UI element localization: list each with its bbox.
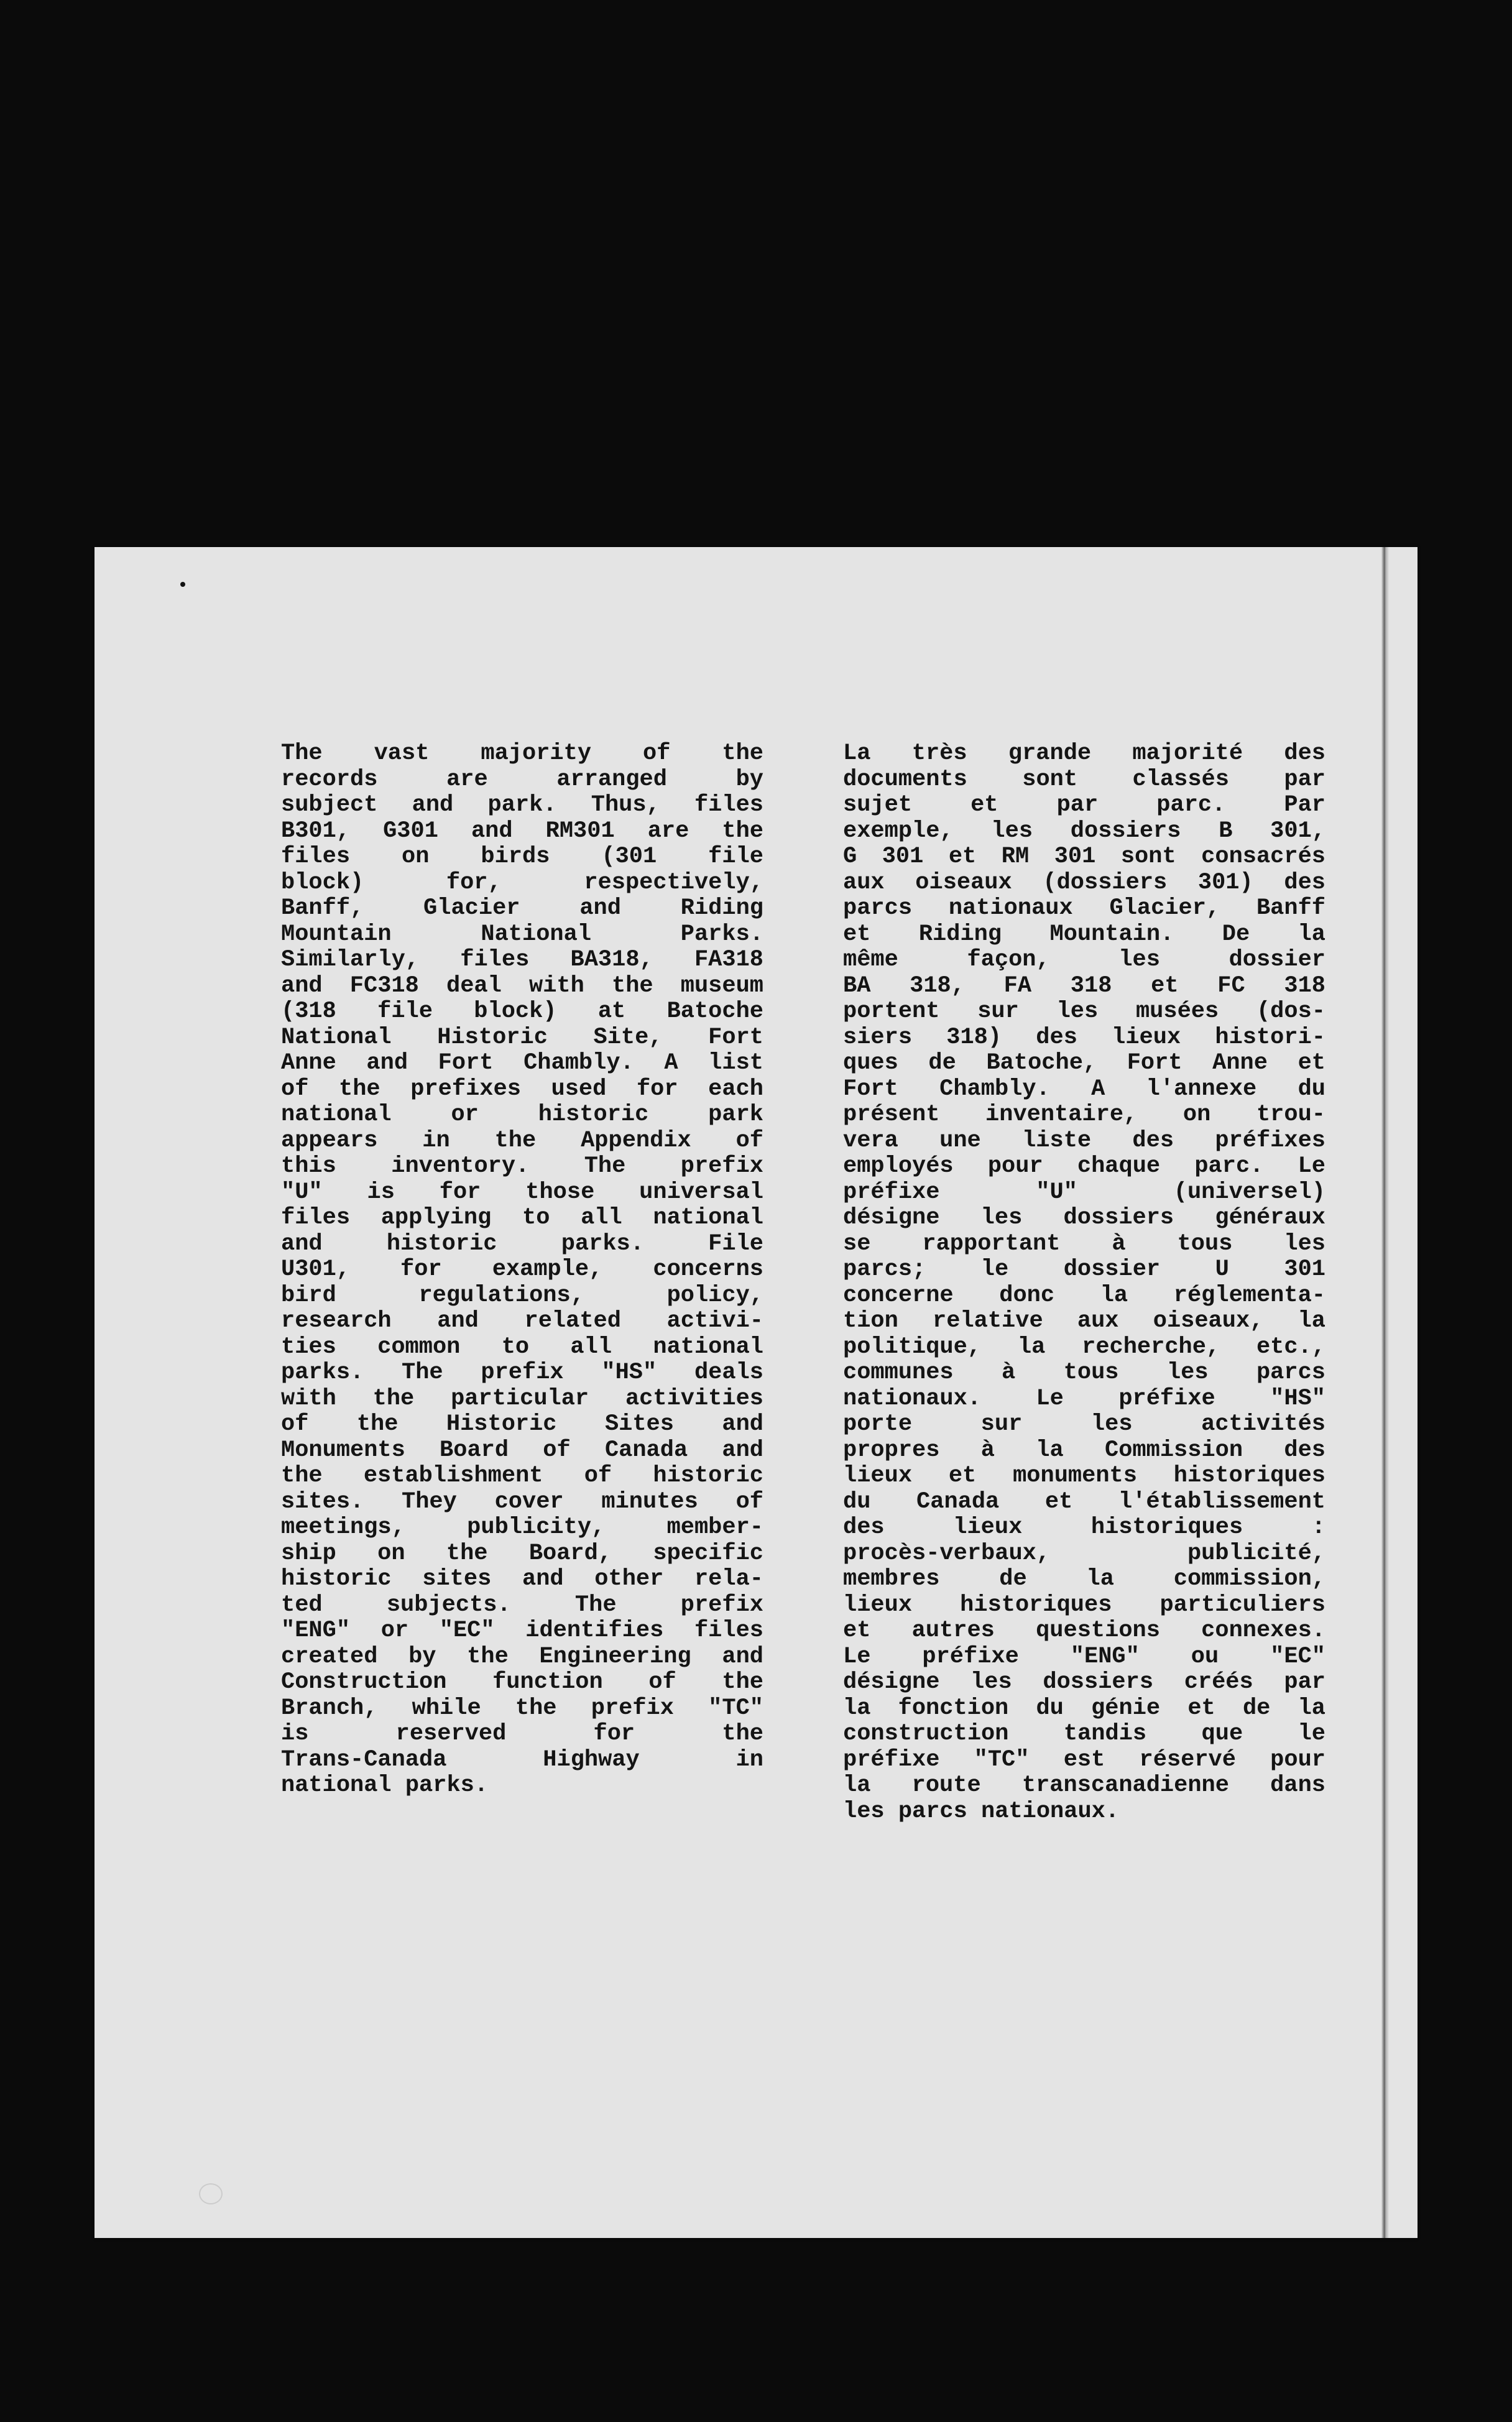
text-line: ship on the Board, specific bbox=[281, 1540, 763, 1567]
text-line: appears in the Appendix of bbox=[281, 1128, 763, 1154]
text-line: Mountain National Parks. bbox=[281, 921, 763, 947]
text-line: records are arranged by bbox=[281, 767, 763, 793]
text-line: désigne les dossiers généraux bbox=[843, 1205, 1325, 1231]
text-line: documents sont classés par bbox=[843, 767, 1325, 793]
text-line: created by the Engineering and bbox=[281, 1644, 763, 1670]
text-line: La très grande majorité des bbox=[843, 741, 1325, 767]
scan-speck bbox=[180, 582, 185, 587]
text-line: membres de la commission, bbox=[843, 1567, 1325, 1592]
text-line: National Historic Site, Fort bbox=[281, 1025, 763, 1051]
text-line: files on birds (301 file bbox=[281, 844, 763, 870]
text-line: lieux et monuments historiques bbox=[843, 1463, 1325, 1489]
text-line: files applying to all national bbox=[281, 1205, 763, 1231]
text-line: porte sur les activités bbox=[843, 1412, 1325, 1437]
text-line: du Canada et l'établissement bbox=[843, 1489, 1325, 1515]
text-line: bird regulations, policy, bbox=[281, 1282, 763, 1309]
text-line: B301, G301 and RM301 are the bbox=[281, 818, 763, 844]
text-line: of the Historic Sites and bbox=[281, 1412, 763, 1437]
text-line: Construction function of the bbox=[281, 1670, 763, 1695]
text-line: se rapportant à tous les bbox=[843, 1231, 1325, 1257]
text-line: propres à la Commission des bbox=[843, 1437, 1325, 1463]
text-line: Banff, Glacier and Riding bbox=[281, 896, 763, 921]
text-line: parcs nationaux Glacier, Banff bbox=[843, 896, 1325, 921]
text-line: meetings, publicity, member- bbox=[281, 1515, 763, 1540]
text-line: this inventory. The prefix bbox=[281, 1154, 763, 1179]
page-binding-edge bbox=[1381, 547, 1389, 2238]
text-line: les parcs nationaux. bbox=[843, 1798, 1120, 1825]
text-line: la fonction du génie et de la bbox=[843, 1695, 1325, 1721]
text-line: aux oiseaux (dossiers 301) des bbox=[843, 870, 1325, 896]
text-line: "ENG" or "EC" identifies files bbox=[281, 1618, 763, 1644]
text-line: Monuments Board of Canada and bbox=[281, 1437, 763, 1463]
text-line: préfixe "U" (universel) bbox=[843, 1179, 1325, 1205]
text-line: désigne les dossiers créés par bbox=[843, 1670, 1325, 1695]
text-line: is reserved for the bbox=[281, 1721, 763, 1747]
text-line: with the particular activities bbox=[281, 1386, 763, 1412]
text-line: siers 318) des lieux histori- bbox=[843, 1025, 1325, 1051]
text-line: préfixe "TC" est réservé pour bbox=[843, 1747, 1325, 1773]
text-line: the establishment of historic bbox=[281, 1463, 763, 1489]
text-line: lieux historiques particuliers bbox=[843, 1592, 1325, 1618]
text-line: la route transcanadienne dans bbox=[843, 1773, 1325, 1798]
text-line: and historic parks. File bbox=[281, 1231, 763, 1257]
text-line: Fort Chambly. A l'annexe du bbox=[843, 1076, 1325, 1102]
french-text-column bbox=[843, 741, 1325, 1825]
text-line: construction tandis que le bbox=[843, 1721, 1325, 1747]
text-line: Le préfixe "ENG" ou "EC" bbox=[843, 1644, 1325, 1670]
text-line: research and related activi- bbox=[281, 1309, 763, 1334]
text-line: national parks. bbox=[281, 1773, 489, 1798]
text-line: Similarly, files BA318, FA318 bbox=[281, 947, 763, 973]
text-line: sujet et par parc. Par bbox=[843, 793, 1325, 818]
text-line: G 301 et RM 301 sont consacrés bbox=[843, 844, 1325, 870]
text-line: block) for, respectively, bbox=[281, 870, 763, 896]
text-line: The vast majority of the bbox=[281, 741, 763, 767]
text-line: concerne donc la réglementa- bbox=[843, 1282, 1325, 1309]
text-line: présent inventaire, on trou- bbox=[843, 1102, 1325, 1128]
text-line: des lieux historiques : bbox=[843, 1515, 1325, 1540]
text-line: BA 318, FA 318 et FC 318 bbox=[843, 973, 1325, 999]
faint-stamp-mark bbox=[199, 2183, 223, 2204]
text-line: portent sur les musées (dos- bbox=[843, 999, 1325, 1025]
text-line: parks. The prefix "HS" deals bbox=[281, 1360, 763, 1386]
text-line: politique, la recherche, etc., bbox=[843, 1334, 1325, 1360]
text-line: historic sites and other rela- bbox=[281, 1567, 763, 1592]
text-line: vera une liste des préfixes bbox=[843, 1128, 1325, 1154]
text-line: procès-verbaux, publicité, bbox=[843, 1540, 1325, 1567]
text-line: subject and park. Thus, files bbox=[281, 793, 763, 818]
text-line: Anne and Fort Chambly. A list bbox=[281, 1051, 763, 1076]
english-text-column bbox=[281, 741, 763, 1799]
text-line: et autres questions connexes. bbox=[843, 1618, 1325, 1644]
text-line: and FC318 deal with the museum bbox=[281, 973, 763, 999]
text-line: (318 file block) at Batoche bbox=[281, 999, 763, 1025]
text-line: nationaux. Le préfixe "HS" bbox=[843, 1386, 1325, 1412]
text-line: parcs; le dossier U 301 bbox=[843, 1257, 1325, 1282]
text-line: et Riding Mountain. De la bbox=[843, 921, 1325, 947]
text-line: ties common to all national bbox=[281, 1334, 763, 1360]
text-line: U301, for example, concerns bbox=[281, 1257, 763, 1282]
text-line: of the prefixes used for each bbox=[281, 1076, 763, 1102]
text-line: Branch, while the prefix "TC" bbox=[281, 1695, 763, 1721]
text-line: tion relative aux oiseaux, la bbox=[843, 1309, 1325, 1334]
text-line: national or historic park bbox=[281, 1102, 763, 1128]
text-line: Trans-Canada Highway in bbox=[281, 1747, 763, 1773]
text-line: sites. They cover minutes of bbox=[281, 1489, 763, 1515]
text-line: "U" is for those universal bbox=[281, 1179, 763, 1205]
text-line: ques de Batoche, Fort Anne et bbox=[843, 1051, 1325, 1076]
text-line: exemple, les dossiers B 301, bbox=[843, 818, 1325, 844]
text-line: ted subjects. The prefix bbox=[281, 1592, 763, 1618]
text-line: communes à tous les parcs bbox=[843, 1360, 1325, 1386]
text-line: même façon, les dossier bbox=[843, 947, 1325, 973]
text-line: employés pour chaque parc. Le bbox=[843, 1154, 1325, 1179]
